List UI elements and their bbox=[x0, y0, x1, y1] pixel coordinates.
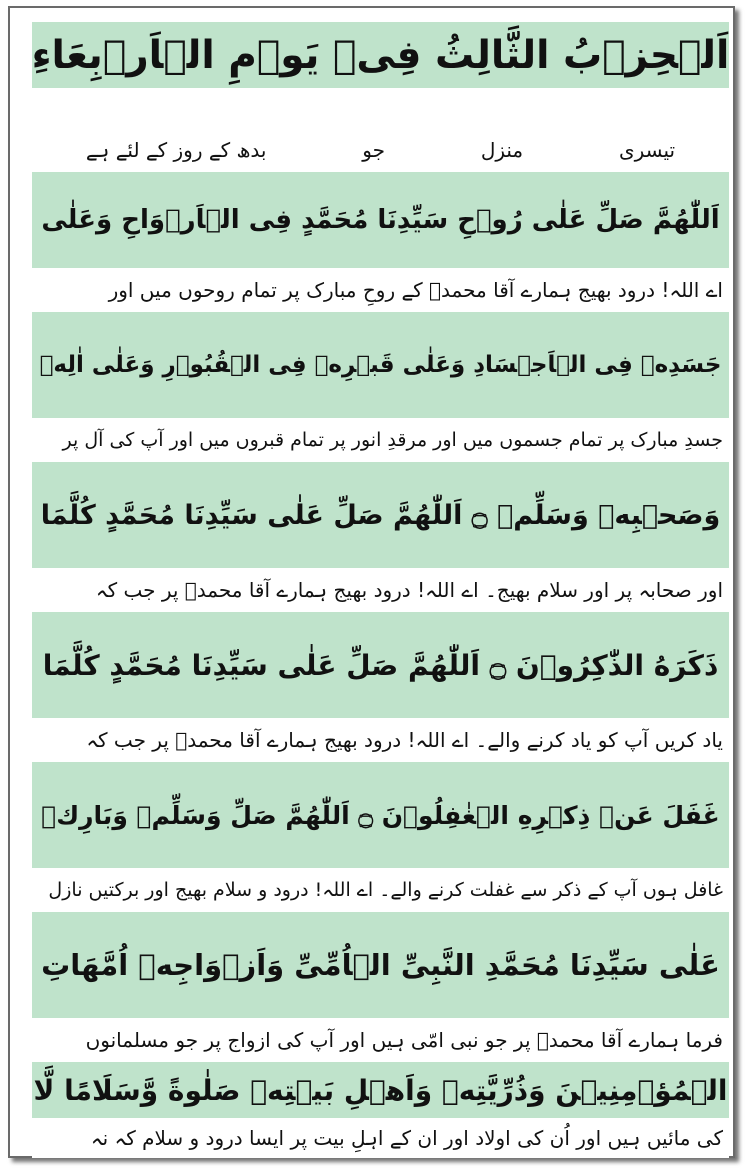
urdu-line: کی مائیں ہیں اور اُن کی اولاد اور ان کے اہلِ بیت پر ایسا درود و سلام کہ نہ bbox=[32, 1118, 729, 1158]
page-frame bbox=[8, 6, 735, 1158]
urdu-line: اور صحابہ پر اور سلام بھیج۔ اے اللہ! درود بھیج ہمارے آقا محمدؐ پر جب کہ bbox=[32, 568, 729, 612]
subtitle-row bbox=[32, 130, 729, 170]
arabic-line: عَلٰى سَیِّدِنَا مُحَمَّدِ النَّبِیِّ الۡاُمِّیِّ وَاَزۡوَاجِهٖ اُمَّهَاتِ bbox=[32, 912, 729, 1018]
text-page bbox=[24, 22, 737, 1162]
arabic-line: وَصَحۡبِهٖ وَسَلِّمۡ ۝ اَللّٰهُمَّ صَلِّ عَلٰى سَیِّدِنَا مُحَمَّدٍ كُلَّمَا bbox=[32, 462, 729, 568]
arabic-line: اَللّٰهُمَّ صَلِّ عَلٰى رُوۡحِ سَیِّدِنَا مُحَمَّدٍ فِی الۡاَرۡوَاحِ وَعَلٰى bbox=[32, 172, 729, 268]
urdu-line: یاد کریں آپ کو یاد کرنے والے۔ اے اللہ! درود بھیج ہمارے آقا محمدؐ پر جب کہ bbox=[32, 718, 729, 762]
page-title: اَلۡحِزۡبُ الثَّالِثُ فِیۡ یَوۡمِ الۡاَرۡبِعَاءِ bbox=[32, 22, 729, 88]
urdu-line: غافل ہوں آپ کے ذکر سے غفلت کرنے والے۔ اے اللہ! درود و سلام بھیج اور برکتیں نازل bbox=[32, 868, 729, 912]
arabic-line: الۡمُؤۡمِنِیۡنَ وَذُرِّیَّتِهٖ وَاَهۡلِ بَیۡتِهٖ صَلٰوةً وَّسَلَامًا لَّا bbox=[32, 1062, 729, 1118]
urdu-line: اے اللہ! درود بھیج ہمارے آقا محمدؐ کے روحِ مبارک پر تمام روحوں میں اور bbox=[32, 268, 729, 312]
urdu-line: جسدِ مبارک پر تمام جسموں میں اور مرقدِ انور پر تمام قبروں میں اور آپ کی آل پر bbox=[32, 418, 729, 462]
urdu-line: فرما ہمارے آقا محمدؐ پر جو نبی امّی ہیں اور آپ کی ازواج پر جو مسلمانوں bbox=[32, 1018, 729, 1062]
subtitle-word: بدھ کے روز کے لئے ہے bbox=[85, 138, 267, 162]
arabic-line: ذَكَرَهُ الذّٰكِرُوۡنَ ۝ اَللّٰهُمَّ صَلِّ عَلٰى سَیِّدِنَا مُحَمَّدٍ كُلَّمَا bbox=[32, 612, 729, 718]
subtitle-word: جو bbox=[362, 138, 385, 162]
arabic-line: جَسَدِهٖ فِی الۡاَجۡسَادِ وَعَلٰى قَبۡرِهٖ فِی الۡقُبُوۡرِ وَعَلٰى اٰلِهٖ bbox=[32, 312, 729, 418]
arabic-line: غَفَلَ عَنۡ ذِكۡرِهِ الۡغٰفِلُوۡنَ ۝ اَللّٰهُمَّ صَلِّ وَسَلِّمۡ وَبَارِكۡ bbox=[32, 762, 729, 868]
subtitle-word: تیسری bbox=[618, 138, 676, 162]
subtitle-word: منزل bbox=[480, 138, 524, 162]
